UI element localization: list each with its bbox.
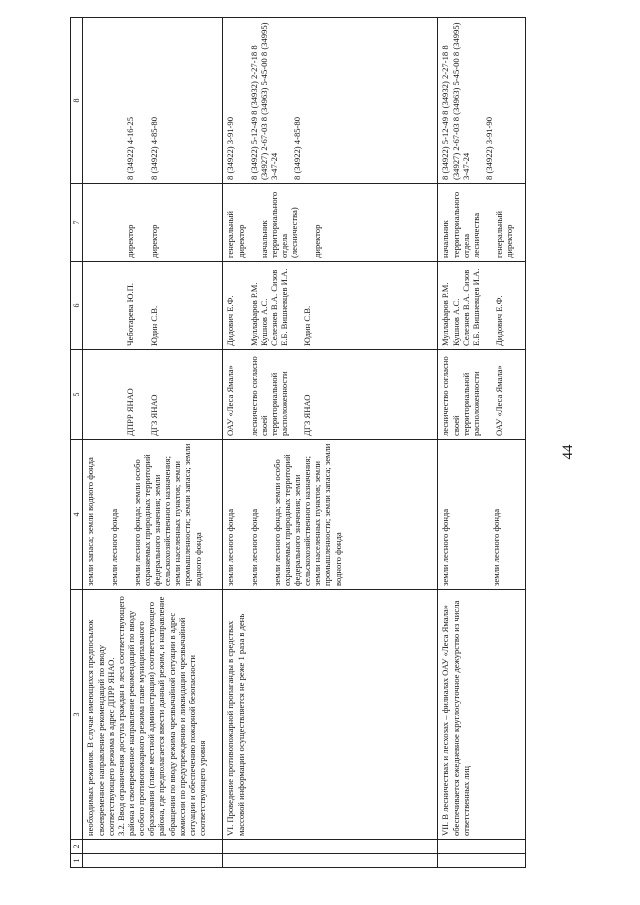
position: директор xyxy=(125,224,136,258)
measures-table xyxy=(70,17,526,868)
land-category: земли лесного фонда xyxy=(108,508,119,586)
column-number: 5 xyxy=(71,350,83,440)
column-number-row xyxy=(71,18,83,868)
phone: 8 (34922) 5-12-49 8 (34932) 2-27-18 8 (34927) 2-67-03 8 (34963) 5-45-00 8 (34995) 3-47-24 xyxy=(440,22,471,180)
phone: 8 (34922) 3-91-90 xyxy=(225,116,236,180)
cell-position xyxy=(83,184,223,262)
phone: 8 (34922) 5-12-49 8 (34932) 2-27-18 8 (34927) 2-67-03 8 (34963) 5-45-00 8 (34995) 3-47-24 xyxy=(248,22,279,180)
cell-phone xyxy=(438,18,526,184)
responsible-person: Юдин С.В. xyxy=(148,305,159,346)
table-row xyxy=(223,18,438,868)
column-number: 4 xyxy=(71,440,83,590)
phone: 8 (34922) 4-16-25 xyxy=(125,116,136,180)
position: начальник территориального отдела (лесничества) xyxy=(258,191,300,258)
cell-responsible xyxy=(83,262,223,350)
phone: 8 (34922) 4-85-80 xyxy=(292,116,302,180)
column-number: 2 xyxy=(71,840,83,854)
responsible-person: Муллафаров Р.М. Кушнов А.С. Селезнев В.А. Сизов Е.Б. Вишневцев И.А. xyxy=(248,268,289,346)
rotated-table-wrapper xyxy=(70,18,525,868)
cell-measure xyxy=(223,590,438,840)
land-category: земли лесного фонда; земли особо охраняемых природных территорий федерального значения; земли сельскохозяйственного назначения; земли населенных пунктов; земли промышленности; земли запаса; земли водного фонда xyxy=(271,443,343,586)
responsible-person: Дидович Е.Ф. xyxy=(225,295,236,346)
measure-text: 3.2. Ввод ограничения доступа граждан в леса соответствующего района и своевременное направление рекомендаций по вводу особого противопожарного режима главе муниципального образования (главе местной администрации) соответствующего района, где предполагается ввести данный режим, и направление обращения по вводу режима чрезвычайной ситуации в адрес комиссии по предупреждению и ликвидации чрезвычайной ситуации и обеспечению пожарной безопасности соответствующего уровня xyxy=(115,596,207,836)
cell-land-category xyxy=(83,440,223,590)
cell-land-category xyxy=(438,440,526,590)
land-category: земли запаса; земли водного фонда xyxy=(85,457,96,586)
land-category: земли лесного фонда xyxy=(248,508,259,586)
land-category: земли лесного фонда; земли особо охраняемых природных территорий федерального значения; земли сельскохозяйственного назначения; земли населенных пунктов; земли промышленности; земли запаса; земли водного фонда xyxy=(131,443,203,586)
land-category: земли лесного фонда xyxy=(225,508,236,586)
column-number: 7 xyxy=(71,184,83,262)
organization: ДГЗ ЯНАО xyxy=(302,394,313,436)
position: начальник территориального отдела лесничества xyxy=(440,191,481,258)
cell-organization xyxy=(438,350,526,440)
cell-empty xyxy=(223,840,438,854)
organization: ОАУ «Леса Ямала» xyxy=(494,365,504,436)
cell-empty xyxy=(438,840,526,854)
cell-position xyxy=(223,184,438,262)
cell-responsible xyxy=(223,262,438,350)
responsible-person: Муллафаров Р.М. Кушнов А.С. Селезнев В.А. Сизов Е.Б. Вишневцев И.А. xyxy=(440,268,481,346)
position: директор xyxy=(312,224,323,258)
cell-phone xyxy=(83,18,223,184)
cell-empty xyxy=(223,854,438,868)
responsible-person: Чеботарева Ю.П. xyxy=(125,283,136,346)
phone: 8 (34922) 4-85-80 xyxy=(148,116,159,180)
measure-text: VI. Проведение противопожарной пропаганды в средствах массовой информации осуществляется не реже 1 раза в день xyxy=(225,613,246,836)
organization: ДГЗ ЯНАО xyxy=(148,394,159,436)
table-row xyxy=(438,18,526,868)
page-number: 44 xyxy=(560,444,576,460)
cell-empty xyxy=(83,854,223,868)
column-number: 6 xyxy=(71,262,83,350)
table-row xyxy=(83,18,223,868)
position: генеральный директор xyxy=(494,210,515,258)
cell-organization xyxy=(223,350,438,440)
cell-measure xyxy=(438,590,526,840)
cell-responsible xyxy=(438,262,526,350)
cell-position xyxy=(438,184,526,262)
cell-phone xyxy=(223,18,438,184)
cell-empty xyxy=(83,840,223,854)
column-number: 8 xyxy=(71,18,83,184)
organization: ОАУ «Леса Ямала» xyxy=(225,365,236,436)
position: генеральный директор xyxy=(225,210,246,258)
cell-empty xyxy=(438,854,526,868)
column-number: 3 xyxy=(71,590,83,840)
organization: ДПРР ЯНАО xyxy=(125,388,136,436)
organization: лесничество согласно своей территориальной расположенности xyxy=(248,356,289,436)
land-category: земли лесного фонда xyxy=(440,508,451,586)
cell-measure xyxy=(83,590,223,840)
organization: лесничество согласно своей территориальной расположенности xyxy=(440,356,481,436)
measure-text: необходимых режимов. В случае имеющихся предпосылок своевременное направление рекомендаций по вводу соответствующего режима в адрес ДПРР ЯНАО. xyxy=(85,619,116,836)
phone: 8 (34922) 3-91-90 xyxy=(483,116,494,180)
responsible-person: Юдин С.В. xyxy=(302,305,313,346)
cell-land-category xyxy=(223,440,438,590)
position: директор xyxy=(148,224,159,258)
responsible-person: Дидович Е.Ф. xyxy=(494,295,504,346)
cell-organization xyxy=(83,350,223,440)
measure-text: VII. В лесничествах и лесхозах – филиалах ОАУ «Леса Ямала» обеспечивается ежедневное круглосуточное дежурство из числа ответственных лиц xyxy=(440,600,471,836)
land-category: земли лесного фонда xyxy=(490,508,501,586)
column-number: 1 xyxy=(71,854,83,868)
